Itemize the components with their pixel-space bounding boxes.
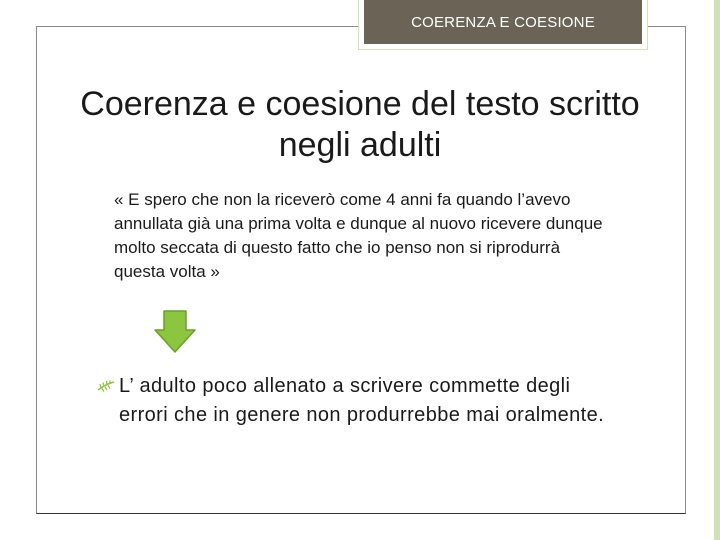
quote-text: « E spero che non la riceverò come 4 anni fa quando l’avevo annullata già una prima volta e dunque al nuovo ricevere dunque molto seccata di questo fatto che io penso non si riprodurrà questa volta » <box>114 190 603 281</box>
bullet-item <box>97 372 617 430</box>
slide-title: Coerenza e coesione del testo scritto negli adulti <box>80 85 640 164</box>
header-tab <box>364 0 642 44</box>
bullet-text: L’ adulto poco allenato a scrivere commette degli errori che in genere non produrrebbe mai oralmente. <box>119 375 605 426</box>
header-tab-label: COERENZA E COESIONE <box>411 13 595 31</box>
down-arrow-icon <box>153 310 197 354</box>
fern-bullet-icon <box>97 379 115 393</box>
